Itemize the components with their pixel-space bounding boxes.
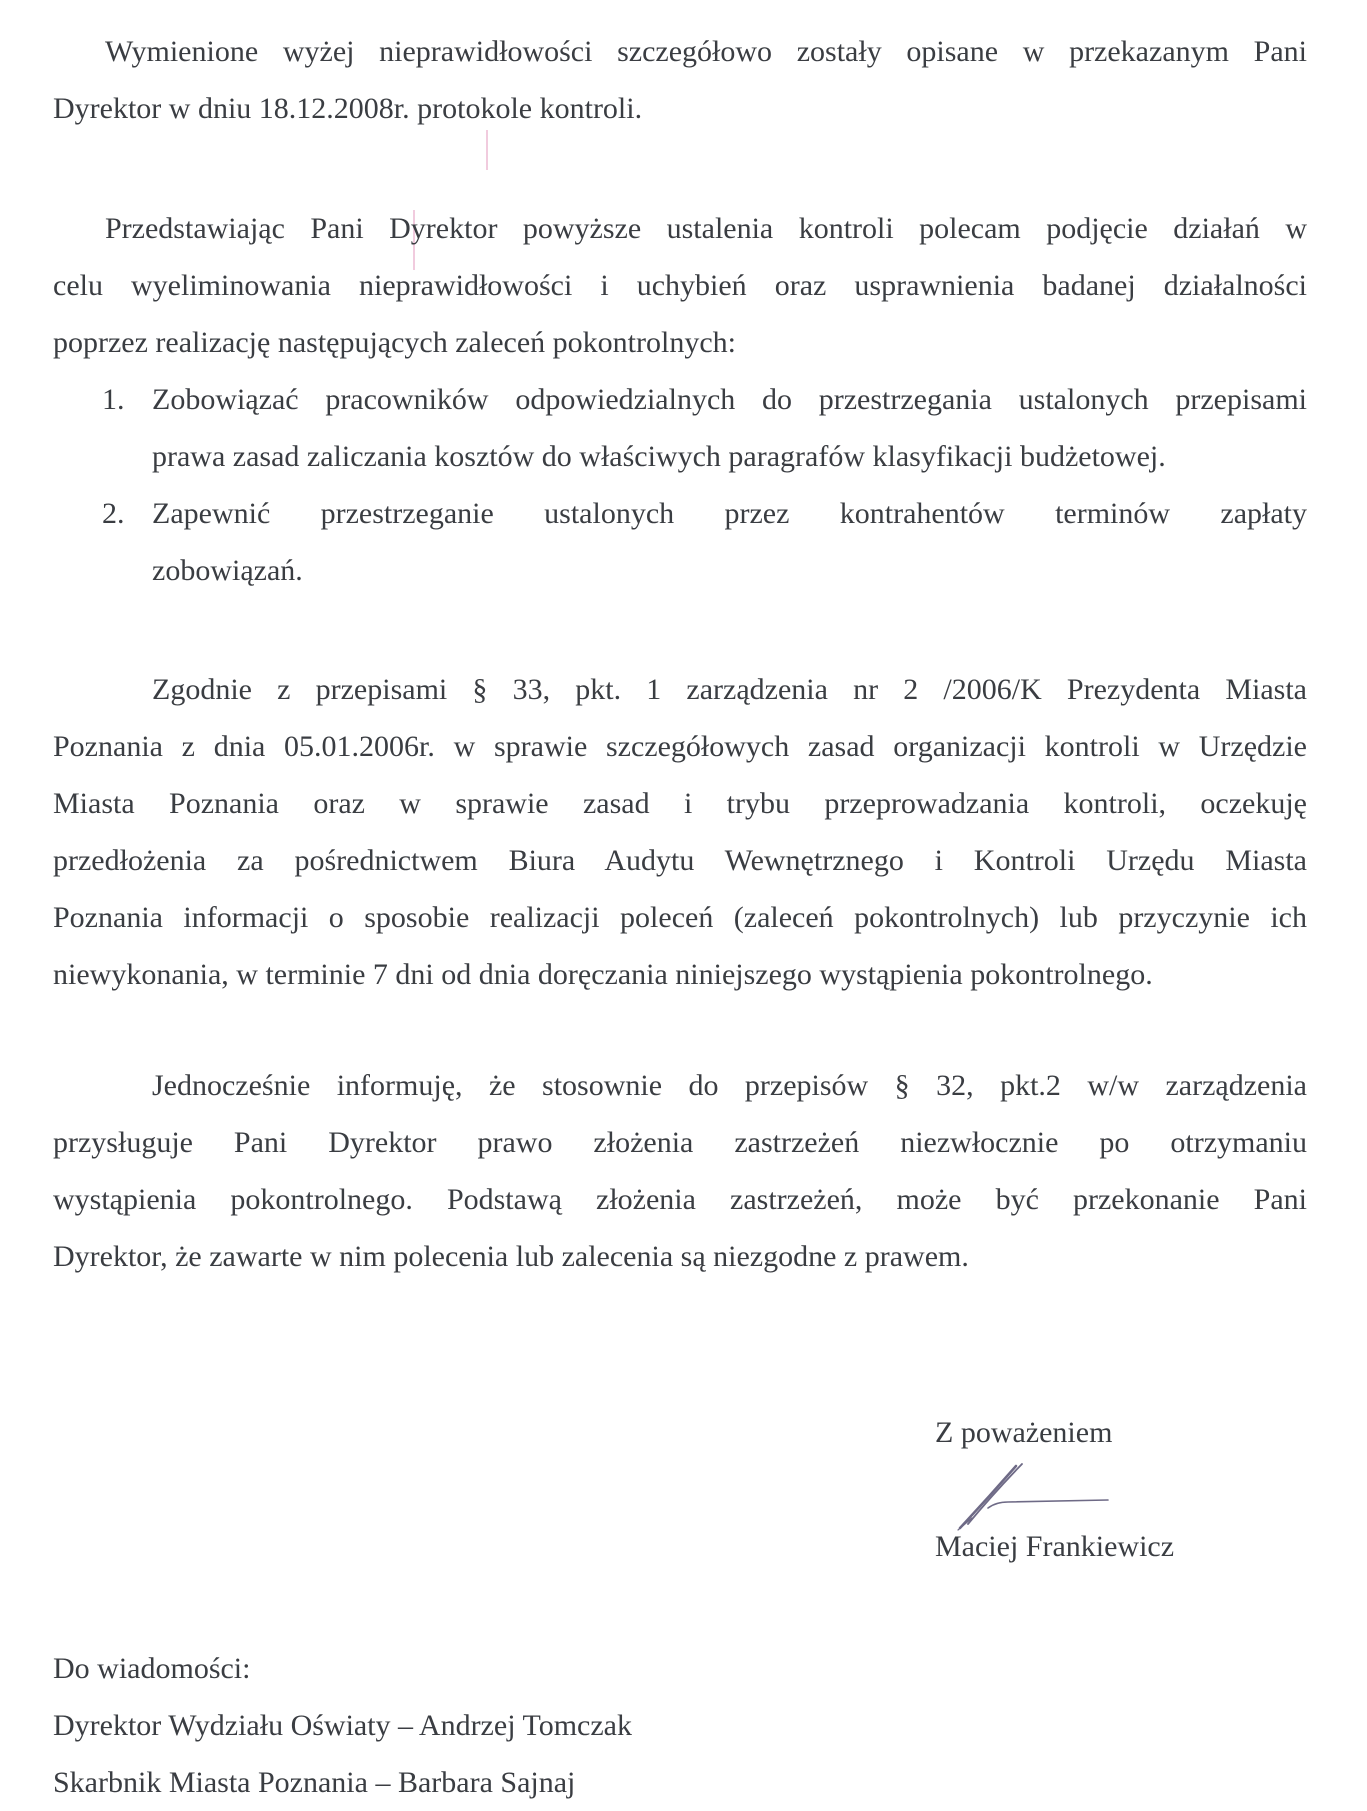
text-line: Miasta Poznania oraz w sprawie zasad i trybu przeprowadzania kontroli, oczekuję	[53, 787, 1307, 820]
text-line: Poznania z dnia 05.01.2006r. w sprawie szczegółowych zasad organizacji kontroli w Urzędzie	[53, 730, 1307, 763]
signatory-name: Maciej Frankiewicz	[935, 1530, 1175, 1563]
text-line: Zobowiązać pracowników odpowiedzialnych do przestrzegania ustalonych przepisami	[152, 383, 1307, 416]
cc-section	[53, 1640, 632, 1811]
text-line: przysługuje Pani Dyrektor prawo złożenia zastrzeżeń niezwłocznie po otrzymaniu	[53, 1126, 1307, 1159]
text-line: Dyrektor, że zawarte w nim polecenia lub zalecenia są niezgodne z prawem.	[53, 1240, 969, 1273]
text-line: celu wyeliminowania nieprawidłowości i uchybień oraz usprawnienia badanej działalności	[53, 269, 1307, 302]
closing-salutation	[935, 1404, 1112, 1461]
paragraph-legal-basis	[53, 661, 1307, 1003]
list-number: 2.	[102, 497, 125, 530]
cc-recipient: Dyrektor Wydziału Oświaty – Andrzej Tomczak	[53, 1709, 632, 1742]
text-line: poprzez realizację następujących zaleceń pokontrolnych:	[53, 326, 736, 359]
recommendations-list	[53, 371, 1307, 599]
text-line: przedłożenia za pośrednictwem Biura Audytu Wewnętrznego i Kontroli Urzędu Miasta	[53, 844, 1307, 877]
paragraph-findings-reference	[53, 23, 1307, 137]
list-number: 1.	[102, 383, 125, 416]
text-line: Przedstawiając Pani Dyrektor powyższe ustalenia kontroli polecam podjęcie działań w	[105, 212, 1307, 245]
text-line: Poznania informacji o sposobie realizacji poleceń (zaleceń pokontrolnych) lub przyczynie ich	[53, 901, 1307, 934]
text-line: niewykonania, w terminie 7 dni od dnia doręczania niniejszego wystąpienia pokontrolnego.	[53, 958, 1153, 991]
text-line: Zgodnie z przepisami § 33, pkt. 1 zarządzenia nr 2 /2006/K Prezydenta Miasta	[152, 673, 1307, 706]
signatory	[935, 1518, 1174, 1575]
paragraph-recommendation-intro	[53, 200, 1307, 371]
text-line: Wymienione wyżej nieprawidłowości szczegółowo zostały opisane w przekazanym Pani	[105, 35, 1307, 68]
list-item	[53, 371, 1307, 485]
text-line: wystąpienia pokontrolnego. Podstawą złożenia zastrzeżeń, może być przekonanie Pani	[53, 1183, 1307, 1216]
text-line: zobowiązań.	[152, 554, 303, 587]
paragraph-objection-rights	[53, 1057, 1307, 1285]
text-line: Zapewnić przestrzeganie ustalonych przez kontrahentów terminów zapłaty	[152, 497, 1307, 530]
salutation-text: Z poważeniem	[935, 1416, 1113, 1449]
list-item	[53, 485, 1307, 599]
text-line: prawa zasad zaliczania kosztów do właściwych paragrafów klasyfikacji budżetowej.	[152, 440, 1166, 473]
text-line: Jednocześnie informuję, że stosownie do przepisów § 32, pkt.2 w/w zarządzenia	[152, 1069, 1307, 1102]
text-line: Dyrektor w dniu 18.12.2008r. protokole kontroli.	[53, 92, 643, 125]
cc-recipient: Skarbnik Miasta Poznania – Barbara Sajnaj	[53, 1766, 576, 1799]
cc-heading: Do wiadomości:	[53, 1652, 251, 1685]
